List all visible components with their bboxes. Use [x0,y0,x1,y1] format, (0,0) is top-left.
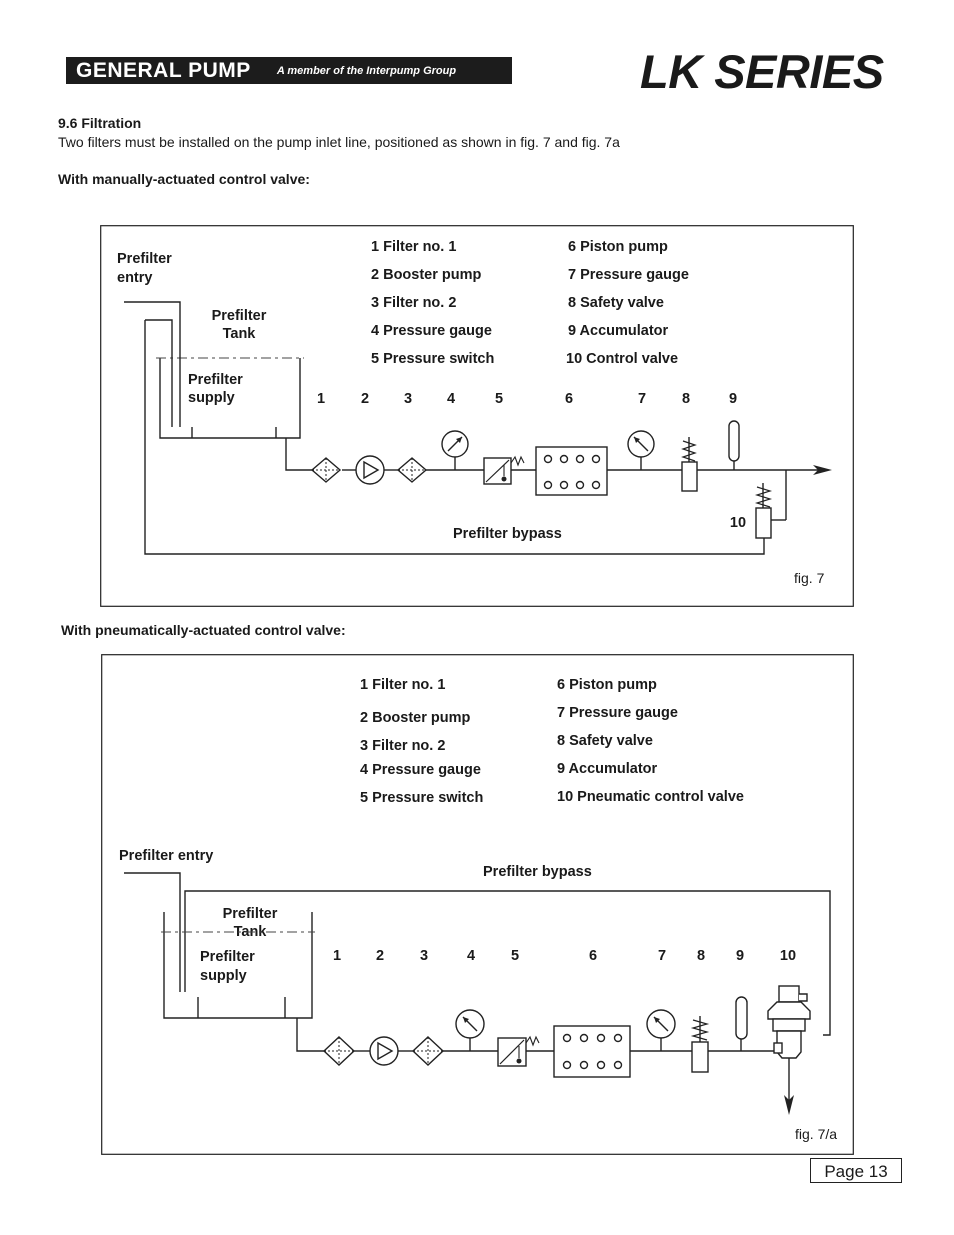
component-number: 9 [728,391,738,407]
legend-item: 3 Filter no. 2 [371,295,457,311]
legend-item: 5 Pressure switch [371,351,495,367]
entry-pipe [124,873,180,992]
component-number: 5 [494,391,504,407]
section-title: 9.6 Filtration [58,115,142,131]
component-number: 6 [564,391,574,407]
prefilter-supply-label: Prefilter [188,372,243,388]
piston-pump-icon [554,1026,630,1077]
pressure-gauge-7-icon [628,431,654,470]
prefilter-bypass-label: Prefilter bypass [453,526,562,542]
prefilter-tank-label: Tank [222,326,256,342]
legend-item: 10 Control valve [566,351,679,367]
component-number: 2 [360,391,370,407]
prefilter-tank-label: Prefilter [211,308,267,324]
component-number: 7 [657,948,667,964]
legend-item: 5 Pressure switch [360,790,484,806]
prefilter-bypass-label: Prefilter bypass [483,864,592,880]
accumulator-icon [729,421,739,470]
figure-7a-frame [102,655,854,1155]
booster-pump-icon [370,1037,398,1065]
prefilter-tank-label: Tank [233,924,267,940]
legend-item: 9 Accumulator [557,761,658,777]
component-number: 2 [375,948,385,964]
filter-1-icon [324,1037,354,1065]
legend-item: 10 Pneumatic control valve [557,789,744,805]
prefilter-supply-label: supply [188,390,235,406]
bypass-line [185,891,830,1035]
component-number: 6 [588,948,598,964]
component-number: 5 [510,948,520,964]
fig7-heading: With manually-actuated control valve: [58,171,310,187]
legend-item: 6 Piston pump [568,239,668,255]
component-number: 8 [681,391,691,407]
component-number: 10 [779,948,797,964]
legend-item: 7 Pressure gauge [557,705,678,721]
page-number: Page 13 [810,1158,902,1183]
prefilter-entry-label: Prefilter entry [119,848,214,864]
piston-pump-icon [536,447,607,495]
figure-7 [100,225,854,607]
series-title: LK SERIES [640,45,884,98]
component-number: 1 [316,391,326,407]
safety-valve-icon [682,437,697,491]
supply-pipe [145,320,172,427]
legend-item: 2 Booster pump [371,267,482,283]
prefilter-entry-label: entry [117,270,153,286]
component-number: 3 [419,948,429,964]
component-number: 8 [696,948,706,964]
legend-item: 8 Safety valve [568,295,664,311]
figure-7a [101,654,854,1155]
legend-item: 1 Filter no. 1 [360,677,446,693]
legend-item: 4 Pressure gauge [360,762,481,778]
component-number: 1 [332,948,342,964]
legend-item: 4 Pressure gauge [371,323,492,339]
prefilter-tank-label: Prefilter [222,906,278,922]
component-number: 7 [637,391,647,407]
safety-valve-icon [692,1016,708,1072]
filter-2-icon [398,458,426,482]
pneumatic-control-valve-icon [768,986,810,1115]
legend-item: 6 Piston pump [557,677,657,693]
prefilter-entry-label: Prefilter [117,251,172,267]
legend-item: 3 Filter no. 2 [360,738,446,754]
brand-name: GENERAL PUMP [76,58,251,82]
figure-caption: fig. 7 [794,570,825,586]
control-valve-icon [756,470,786,538]
prefilter-supply-label: supply [200,968,247,984]
section-body: Two filters must be installed on the pump inlet line, positioned as shown in fig. 7 and fig. 7a [58,134,620,150]
legend-item: 1 Filter no. 1 [371,239,457,255]
brand-tagline: A member of the Interpump Group [276,64,457,77]
legend-item: 2 Booster pump [360,710,471,726]
pressure-gauge-4-icon [456,1010,484,1051]
figure-7a-diagram [101,654,854,1155]
tank-outlet-pipe [297,1018,324,1051]
component-number: 4 [446,391,456,407]
brand-bar [66,57,512,84]
legend-item: 9 Accumulator [568,323,669,339]
legend-item: 8 Safety valve [557,733,653,749]
prefilter-supply-label: Prefilter [200,949,255,965]
filter-1-icon [312,458,340,482]
component-number: 9 [735,948,745,964]
figure-7-diagram [100,225,854,607]
booster-pump-icon [356,456,384,484]
accumulator-icon [736,997,747,1051]
component-number: 4 [466,948,476,964]
legend-item: 7 Pressure gauge [568,267,689,283]
component-number: 10 [729,515,747,531]
figure-caption: fig. 7/a [795,1126,838,1142]
component-number: 3 [403,391,413,407]
pressure-gauge-7-icon [647,1010,675,1051]
pressure-gauge-4-icon [442,431,468,470]
fig7a-heading: With pneumatically-actuated control valve: [61,622,346,638]
filter-2-icon [413,1037,443,1065]
